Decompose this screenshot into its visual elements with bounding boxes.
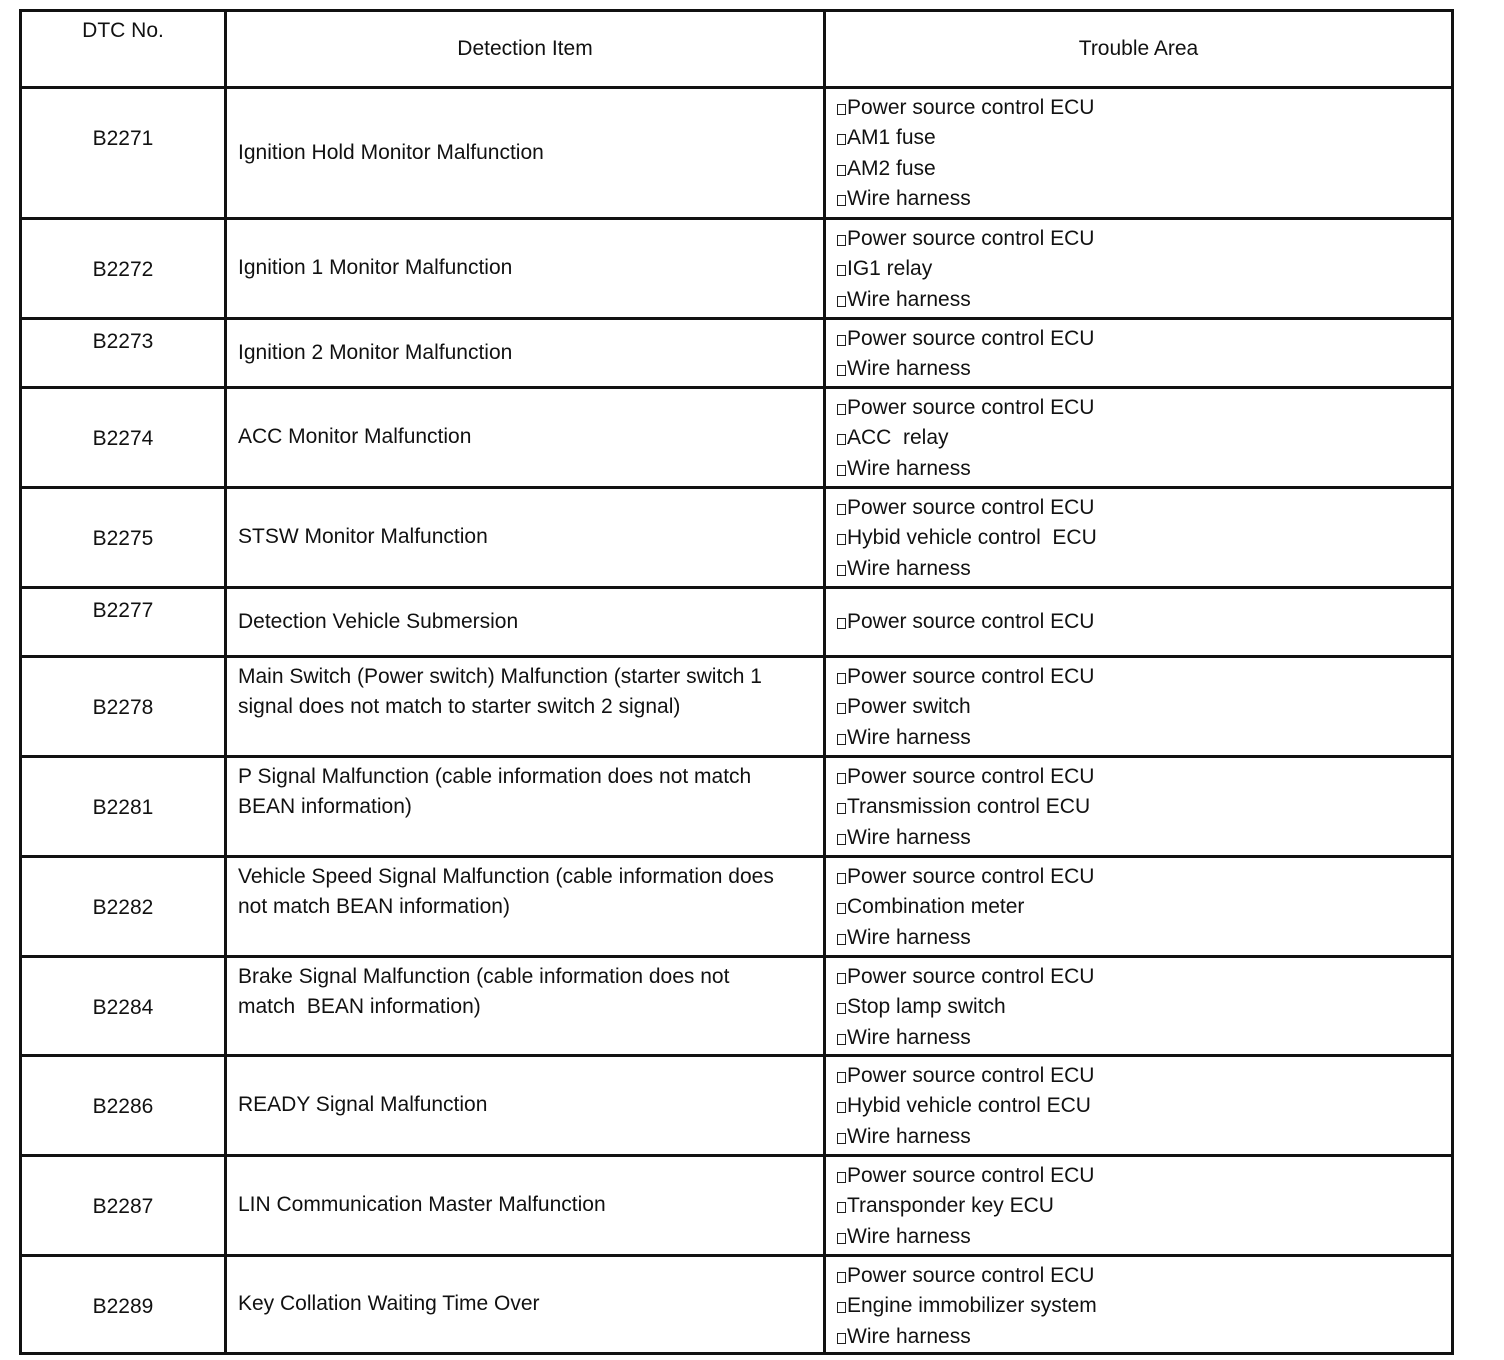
checkbox-square-icon [837,504,846,515]
detection-item-line: Brake Signal Malfunction (cable information does not [238,965,730,988]
trouble-area-item [837,1261,1451,1291]
trouble-area-label: Engine immobilizer system [847,1294,1097,1318]
trouble-area-label: Wire harness [847,725,971,749]
checkbox-square-icon [837,703,846,714]
detection-item-line: BEAN information) [238,795,412,819]
checkbox-square-icon [837,834,846,845]
checkbox-square-icon [837,773,846,784]
trouble-area-item [837,1122,1451,1152]
detection-item-line: READY Signal Malfunction [238,1093,488,1117]
checkbox-square-icon [837,1333,846,1344]
trouble-area-item [837,1191,1451,1221]
checkbox-square-icon [837,404,846,415]
checkbox-square-icon [837,1233,846,1244]
trouble-area-item [837,554,1451,584]
trouble-area-item [837,762,1451,792]
detection-item-line: Key Collation Waiting Time Over [238,1292,540,1316]
dtc-code: B2271 [21,88,226,219]
table-row [21,588,1453,657]
checkbox-square-icon [837,1202,846,1213]
table-row [21,857,1453,957]
trouble-area-item [837,723,1451,753]
trouble-area-item [837,1322,1451,1352]
table-row [21,1256,1453,1354]
trouble-area-item [837,493,1451,523]
checkbox-square-icon [837,618,846,629]
trouble-area-label: IG1 relay [847,257,933,281]
trouble-area-item [837,692,1451,722]
checkbox-square-icon [837,1133,846,1144]
table-row [21,319,1453,388]
detection-item [226,219,825,319]
trouble-area-item [837,254,1451,284]
trouble-area-label: Power source control ECU [847,765,1095,788]
detection-item-line: match BEAN information) [238,995,481,1019]
detection-item-line: P Signal Malfunction (cable information does not match [238,765,752,788]
header-row [21,11,1453,88]
checkbox-square-icon [837,434,846,445]
trouble-area-item [837,1061,1451,1091]
detection-item [226,1256,825,1354]
trouble-area-label: Power source control ECU [847,1064,1095,1087]
checkbox-square-icon [837,1172,846,1183]
table-row [21,219,1453,319]
trouble-area-label: Combination meter [847,895,1025,919]
trouble-area-label: Wire harness [847,456,971,480]
table-row [21,1056,1453,1156]
trouble-area-item [837,662,1451,692]
trouble-area [825,588,1453,657]
checkbox-square-icon [837,1072,846,1083]
table-row [21,388,1453,488]
dtc-code: B2282 [21,857,226,957]
trouble-area-label: Wire harness [847,186,971,210]
trouble-area [825,1256,1453,1354]
trouble-area [825,219,1453,319]
detection-item [226,757,825,857]
trouble-area-item [837,123,1451,153]
trouble-area-label: Power source control ECU [847,327,1095,350]
detection-item [226,88,825,219]
trouble-area-item [837,224,1451,254]
trouble-area-label: Power source control ECU [847,665,1095,688]
detection-item-line: Main Switch (Power switch) Malfunction (starter switch 1 [238,665,762,688]
trouble-area-label: AM1 fuse [847,126,936,150]
dtc-code: B2281 [21,757,226,857]
checkbox-square-icon [837,235,846,246]
detection-item [226,319,825,388]
checkbox-square-icon [837,1272,846,1283]
trouble-area-item [837,823,1451,853]
detection-item [226,1056,825,1156]
table-row [21,88,1453,219]
detection-item-line: Detection Vehicle Submersion [238,609,519,633]
detection-item-line: ACC Monitor Malfunction [238,425,472,449]
trouble-area-label: Wire harness [847,1224,971,1248]
table-row [21,957,1453,1056]
dtc-table [19,9,1454,1355]
trouble-area-item [837,1091,1451,1121]
trouble-area-item [837,892,1451,922]
trouble-area [825,88,1453,219]
checkbox-square-icon [837,265,846,276]
trouble-area-label: Wire harness [847,925,971,949]
trouble-area-item [837,962,1451,992]
trouble-area-item [837,862,1451,892]
trouble-area-label: Wire harness [847,825,971,849]
detection-item [226,588,825,657]
trouble-area-label: Wire harness [847,357,971,381]
dtc-code: B2284 [21,957,226,1056]
trouble-area-label: Power source control ECU [847,227,1095,250]
header-detection-item: Detection Item [226,11,825,88]
trouble-area-label: Wire harness [847,1324,971,1348]
detection-item-line: LIN Communication Master Malfunction [238,1193,606,1217]
checkbox-square-icon [837,296,846,307]
detection-item-line: STSW Monitor Malfunction [238,525,488,549]
checkbox-square-icon [837,673,846,684]
trouble-area-item [837,1222,1451,1252]
dtc-code: B2278 [21,657,226,757]
dtc-code: B2275 [21,488,226,588]
trouble-area-item [837,1161,1451,1191]
trouble-area-item [837,1291,1451,1321]
trouble-area [825,857,1453,957]
detection-item-line: not match BEAN information) [238,895,510,919]
trouble-area-item [837,93,1451,123]
dtc-code: B2287 [21,1156,226,1256]
trouble-area-label: Power source control ECU [847,496,1095,519]
trouble-area-label: Power source control ECU [847,965,1095,988]
detection-item [226,857,825,957]
trouble-area [825,957,1453,1056]
trouble-area [825,657,1453,757]
checkbox-square-icon [837,973,846,984]
detection-item [226,657,825,757]
trouble-area-label: Power source control ECU [847,1164,1095,1187]
trouble-area [825,757,1453,857]
dtc-code: B2289 [21,1256,226,1354]
trouble-area-label: Wire harness [847,1025,971,1049]
checkbox-square-icon [837,903,846,914]
checkbox-square-icon [837,803,846,814]
dtc-code: B2286 [21,1056,226,1156]
trouble-area [825,1056,1453,1156]
detection-item [226,1156,825,1256]
trouble-area-label: ACC relay [847,426,949,450]
trouble-area-item [837,393,1451,423]
trouble-area-item [837,792,1451,822]
trouble-area [825,488,1453,588]
checkbox-square-icon [837,104,846,115]
trouble-area [825,319,1453,388]
trouble-area-item [837,454,1451,484]
header-trouble-area: Trouble Area [825,11,1453,88]
detection-item-line: Ignition 1 Monitor Malfunction [238,256,513,280]
trouble-area-label: Hybid vehicle control ECU [847,526,1097,550]
trouble-area-label: Power source control ECU [847,865,1095,888]
trouble-area-item [837,154,1451,184]
checkbox-square-icon [837,335,846,346]
checkbox-square-icon [837,1102,846,1113]
trouble-area-item [837,423,1451,453]
detection-item-line: Ignition 2 Monitor Malfunction [238,340,513,364]
table-row [21,757,1453,857]
checkbox-square-icon [837,873,846,884]
trouble-area-label: AM2 fuse [847,156,936,180]
trouble-area-item [837,523,1451,553]
detection-item [226,388,825,488]
checkbox-square-icon [837,465,846,476]
checkbox-square-icon [837,534,846,545]
trouble-area [825,388,1453,488]
checkbox-square-icon [837,134,846,145]
checkbox-square-icon [837,1034,846,1045]
trouble-area-item [837,184,1451,214]
dtc-code: B2277 [21,588,226,657]
header-dtc-no: DTC No. [21,11,226,88]
checkbox-square-icon [837,565,846,576]
trouble-area-item [837,1023,1451,1053]
trouble-area-item [837,607,1451,637]
trouble-area-label: Hybid vehicle control ECU [847,1094,1091,1118]
detection-item [226,957,825,1056]
checkbox-square-icon [837,1003,846,1014]
checkbox-square-icon [837,365,846,376]
trouble-area-label: Stop lamp switch [847,995,1006,1019]
table-row [21,1156,1453,1256]
detection-item [226,488,825,588]
trouble-area-label: Transponder key ECU [847,1194,1054,1218]
table-row [21,488,1453,588]
trouble-area-item [837,285,1451,315]
trouble-area-item [837,324,1451,354]
table-row [21,657,1453,757]
trouble-area-label: Power source control ECU [847,1264,1095,1287]
trouble-area-label: Power switch [847,695,971,719]
trouble-area-label: Wire harness [847,1124,971,1148]
detection-item-line: Vehicle Speed Signal Malfunction (cable information does [238,865,774,888]
dtc-code: B2272 [21,219,226,319]
trouble-area-item [837,992,1451,1022]
trouble-area [825,1156,1453,1256]
trouble-area-label: Power source control ECU [847,609,1095,633]
checkbox-square-icon [837,734,846,745]
trouble-area-label: Power source control ECU [847,96,1095,119]
checkbox-square-icon [837,195,846,206]
trouble-area-label: Transmission control ECU [847,795,1091,819]
trouble-area-item [837,923,1451,953]
trouble-area-label: Wire harness [847,556,971,580]
checkbox-square-icon [837,934,846,945]
checkbox-square-icon [837,1302,846,1313]
checkbox-square-icon [837,165,846,176]
dtc-code: B2273 [21,319,226,388]
trouble-area-label: Power source control ECU [847,396,1095,419]
detection-item-line: signal does not match to starter switch 2 signal) [238,695,681,719]
dtc-code: B2274 [21,388,226,488]
trouble-area-item [837,354,1451,384]
detection-item-line: Ignition Hold Monitor Malfunction [238,140,544,164]
trouble-area-label: Wire harness [847,287,971,311]
